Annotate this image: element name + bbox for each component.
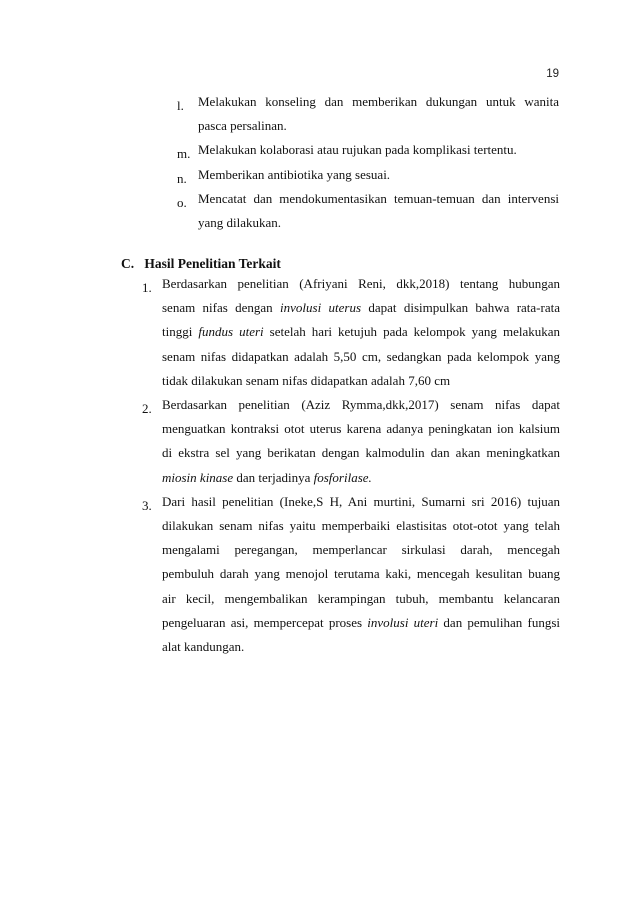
text-run: senam nifas didapatkan adalah 5,50 cm, sedangkan pada kelompok yang [162,348,560,364]
sub-list-line [198,142,559,166]
sub-list-marker: l. [177,98,184,113]
list-item-line [162,566,560,590]
text-run: Berdasarkan penelitian (Afriyani Reni, dkk,2018) tentang hubungan [162,276,560,291]
list-item-marker: 1. [142,280,152,295]
text-run: senam nifas dengan [162,300,281,316]
section-letter: C. [121,256,135,271]
text-run: Dari hasil penelitian (Ineke,S H, Ani murtini, Sumarni sri 2016) tujuan [162,493,560,509]
sub-list-marker: m. [177,146,191,162]
sub-list-marker: o. [177,194,187,210]
list-item-line [162,397,560,421]
text-run: Mencatat dan mendokumentasikan temuan-temuan dan intervensi [198,190,559,206]
sub-list-line [198,118,559,142]
list-item-line [162,494,560,518]
text-run: Melakukan kolaborasi atau rujukan pada komplikasi tertentu. [198,142,517,158]
text-run: pasca persalinan. [198,118,287,134]
text-run: air kecil, mengembalikan kerampingan tubuh, membantu kelancaran [162,590,560,606]
text-run: di ekstra sel yang berikatan dengan kalmodulin dan akan meningkatkan [162,445,560,461]
list-item-marker: 3. [142,497,152,513]
list-item-line [162,373,560,397]
text-run: dan pemulihan fungsi [438,614,560,630]
text-run: mengalami peregangan, memperlancar sirkulasi darah, mencegah [162,542,560,558]
text-run: setelah hari ketujuh pada kelompok yang melakukan [263,324,560,340]
list-item-line [162,349,560,373]
list-item-line [162,445,560,469]
italic-term: fundus uteri [198,324,264,340]
text-run: alat kandungan. [162,639,245,654]
sub-list-line [198,94,559,118]
sub-list-line [198,191,559,215]
text-run: tinggi [162,324,199,340]
italic-term: involusi uterus [280,300,362,316]
text-run: Melakukan konseling dan memberikan dukungan untuk wanita [198,94,559,109]
text-run: tidak dilakukan senam nifas didapatkan adalah 7,60 cm [162,372,451,388]
italic-term: miosin kinase [162,469,234,485]
sub-list-line [198,167,559,191]
text-run: dilakukan senam nifas yaitu memperbaiki elastisitas otot-otot yang telah [162,518,560,533]
text-run: pembuluh darah yang menojol terutama kaki, mencegah kesulitan buang [162,566,560,582]
list-item-line [162,518,560,542]
text-run: menguatkan kontraksi otot uterus karena adanya peningkatan ion kalsium [162,421,560,437]
list-item-marker: 2. [142,401,152,416]
list-item-line [162,591,560,615]
italic-term: involusi uteri [367,614,439,630]
page-number: 19 [546,68,559,80]
text-run: Memberikan antibiotika yang sesuai. [198,166,391,182]
list-item-line [162,324,560,348]
section-title: Hasil Penelitian Terkait [144,256,281,271]
italic-term: fosforilase. [313,469,372,485]
list-item-line [162,470,560,494]
list-item-line [162,542,560,566]
sub-list-line [198,215,559,239]
section-heading [121,254,281,274]
text-run: pengeluaran asi, mempercepat proses [162,614,368,630]
list-item-line [162,421,560,445]
list-item-line [162,639,560,663]
text-run: dan terjadinya [233,469,314,485]
text-run: Berdasarkan penelitian (Aziz Rymma,dkk,2017) senam nifas dapat [162,397,560,412]
sub-list-marker: n. [177,170,187,186]
list-item-line [162,276,560,300]
list-item-line [162,300,560,324]
list-item-line [162,615,560,639]
text-run: yang dilakukan. [198,215,282,230]
text-run: dapat disimpulkan bahwa rata-rata [361,300,560,316]
